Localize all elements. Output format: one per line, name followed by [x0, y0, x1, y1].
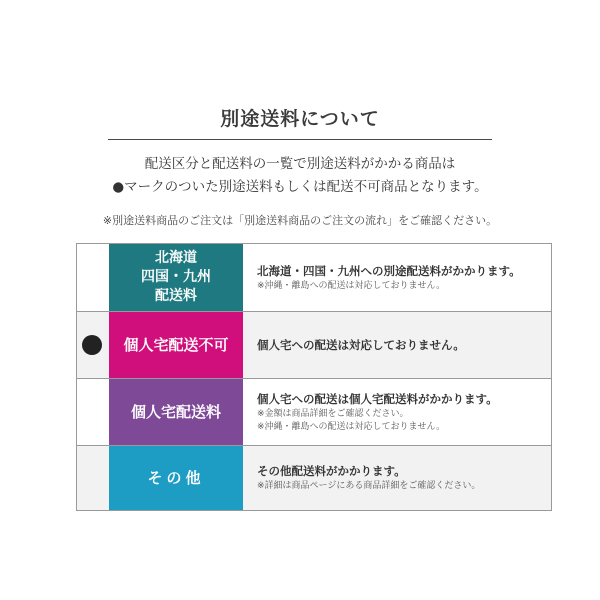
intro-line-1: 配送区分と配送料の一覧で別途送料がかかる商品は [144, 156, 456, 172]
category-description [257, 379, 547, 445]
shipping-category-table [76, 243, 552, 511]
order-flow-note: ※別途送料商品のご注文は「別途送料商品のご注文の流れ」をご確認ください。 [102, 214, 498, 227]
mark-cell [77, 244, 109, 311]
description-main: その他配送料がかかります。 [257, 464, 406, 478]
title-divider [108, 139, 492, 140]
mark-cell [77, 446, 109, 510]
description-main: 個人宅への配送は対応しておりません。 [257, 337, 465, 352]
description-note: ※詳細は商品ページにある商品詳細をご確認ください。 [257, 481, 481, 491]
description-main: 個人宅への配送は個人宅配送料がかかります。 [257, 391, 498, 406]
category-label-other: その他 [109, 446, 243, 510]
category-description [257, 312, 547, 378]
table-row-no-home-delivery [77, 311, 551, 378]
category-label-line: 配送料 [155, 288, 197, 304]
intro-line-2: ●マークのついた別途送料もしくは配送不可商品となります。 [112, 179, 488, 195]
category-label-home-delivery-fee: 個人宅配送料 [109, 379, 243, 445]
description-note: ※沖縄・離島への配送は対応しておりません。 [257, 421, 446, 432]
description-note: ※沖縄・離島への配送は対応しておりません。 [257, 280, 446, 291]
page-title: 別途送料について [220, 108, 380, 130]
category-label-hokkaido [109, 244, 243, 311]
table-row-other [77, 445, 551, 510]
table-row-hokkaido [77, 244, 551, 311]
category-description [257, 244, 547, 311]
filled-circle-mark-icon [82, 335, 102, 355]
mark-cell [77, 379, 109, 445]
category-description [257, 446, 547, 510]
intro-text [0, 153, 600, 199]
category-label-line: 北海道 [155, 250, 197, 266]
description-main: 北海道・四国・九州への別途配送料がかかります。 [257, 263, 521, 278]
description-note: ※金額は商品詳細をご確認ください。 [257, 408, 409, 419]
table-row-home-delivery-fee [77, 378, 551, 445]
mark-cell [77, 312, 109, 378]
category-label-line: 四国・九州 [141, 269, 211, 285]
category-label-no-home-delivery: 個人宅配送不可 [109, 312, 243, 378]
